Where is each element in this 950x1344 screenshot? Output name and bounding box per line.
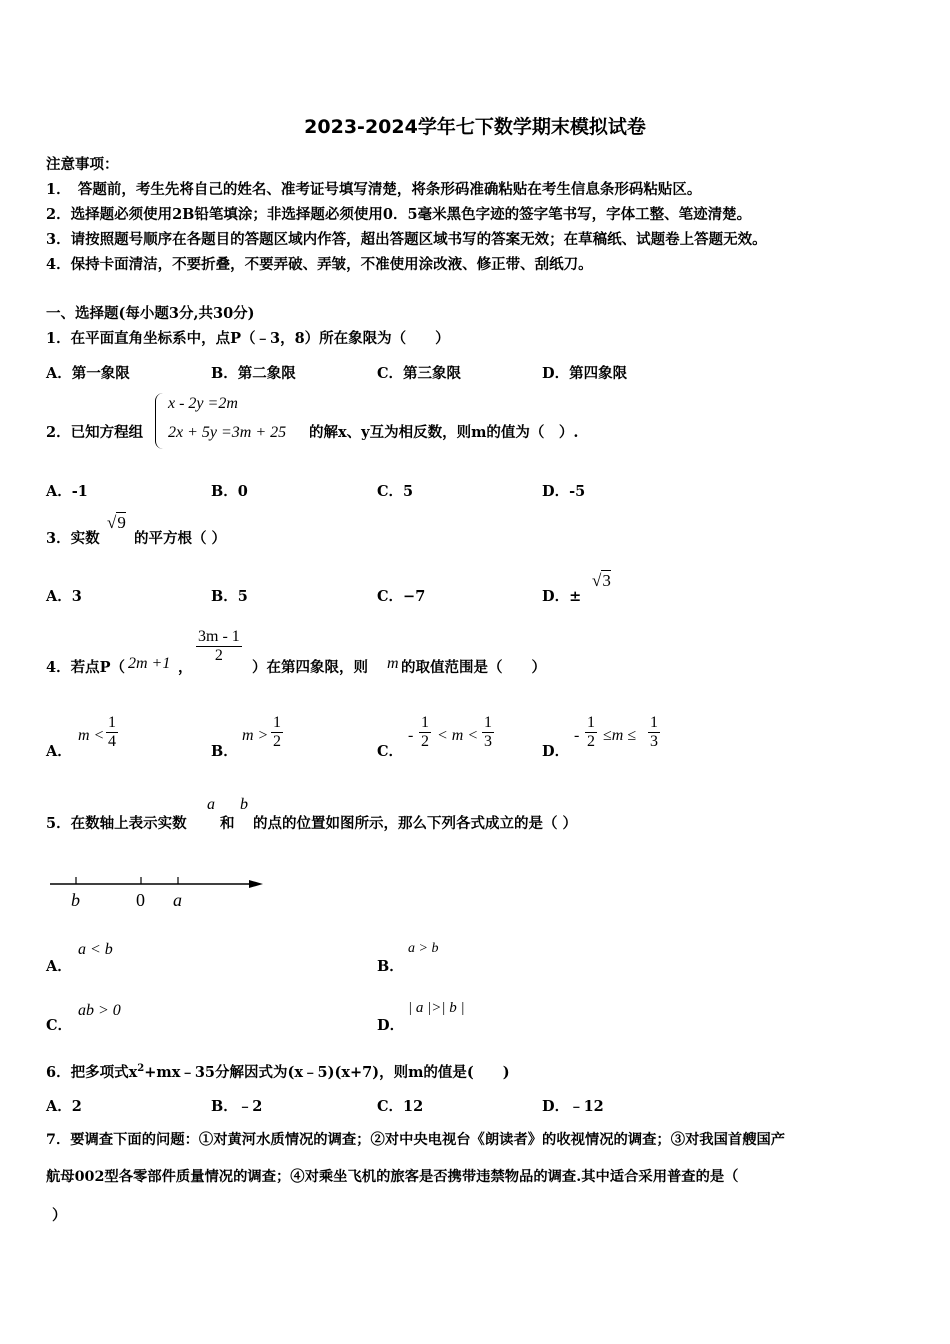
q5-option-c: ab > 0 <box>78 1002 121 1019</box>
note-item: 3．请按照题号顺序在各题目的答题区域内作答，超出答题区域书写的答案无效；在草稿纸、试题卷上答题无效。 <box>46 231 767 248</box>
var-a: a <box>207 796 215 813</box>
numerator: 1 <box>587 714 595 731</box>
q4-label-d: D． <box>542 743 570 760</box>
coord-x: 2m +1 <box>128 655 171 672</box>
question-6-stem <box>46 1061 510 1082</box>
denominator: 2 <box>587 733 595 750</box>
number-line <box>45 868 275 918</box>
q5-label-a: A． <box>46 958 72 975</box>
q3-option-c: C．−7 <box>377 588 426 605</box>
var-m: m <box>387 655 399 672</box>
note-item: 1． 答题前，考生先将自己的姓名、准考证号填写清楚，将条形码准确粘贴在考生信息条形码粘贴区。 <box>46 181 702 198</box>
q3-option-b: B．5 <box>211 588 248 605</box>
question-5-prefix: 5．在数轴上表示实数 <box>46 815 187 832</box>
numerator: 3m - 1 <box>198 628 240 645</box>
radicand: 3 <box>602 571 611 590</box>
label-0: 0 <box>136 890 145 910</box>
q6-option-a: A．2 <box>46 1098 82 1115</box>
q4-d-fraction-1 <box>585 714 597 751</box>
sqrt-9: √9 <box>107 513 126 532</box>
question-4-prefix: 4．若点P（ <box>46 659 125 676</box>
q5-option-d: | a |>| b | <box>408 1000 465 1016</box>
q1-option-a: A．第一象限 <box>46 365 130 382</box>
question-4-suffix: ）在第四象限，则 <box>252 659 368 676</box>
q5-option-b: a > b <box>408 941 439 956</box>
q6-option-d: D．﹣12 <box>542 1098 604 1115</box>
question-4-suffix2: 的取值范围是（ ） <box>401 659 546 676</box>
q1-option-b: B．第二象限 <box>211 365 296 382</box>
question-2-prefix: 2．已知方程组 <box>46 424 144 441</box>
q4-c-fraction-2 <box>482 714 494 751</box>
numerator: 1 <box>108 714 116 731</box>
q4-a-left: m < <box>78 727 105 744</box>
question-3-prefix: 3．实数 <box>46 530 100 547</box>
question-7-line-2: 航母002型各零部件质量情况的调查；④对乘坐飞机的旅客是否携带违禁物品的调查.其中适合采用普查的是（ <box>46 1169 739 1185</box>
notes-heading: 注意事项： <box>46 156 119 173</box>
numerator: 1 <box>421 714 429 731</box>
equation-system-brace <box>155 393 164 449</box>
q3-option-d: D．± <box>542 588 582 605</box>
denominator: 2 <box>196 646 242 665</box>
q5-label-b: B． <box>377 958 404 975</box>
q2-option-d: D．-5 <box>542 483 586 500</box>
q4-c-minus: - <box>408 727 414 744</box>
q5-label-d: D． <box>377 1017 405 1034</box>
question-5-and: 和 <box>220 815 235 832</box>
q4-label-c: C． <box>377 743 404 760</box>
exponent: 2 <box>137 1063 145 1075</box>
sqrt-3: √3 <box>592 571 611 590</box>
section-heading: 一、选择题(每小题3分,共30分) <box>46 305 255 322</box>
q4-b-fraction <box>271 714 283 751</box>
q4-d-mid: ≤m ≤ <box>603 727 637 744</box>
stem-pre: 6．把多项式x <box>46 1064 138 1081</box>
q1-option-d: D．第四象限 <box>542 365 628 382</box>
q3-option-a: A．3 <box>46 588 82 605</box>
question-3-suffix: 的平方根（ ） <box>134 530 227 547</box>
axis-arrow <box>249 880 263 888</box>
q6-option-c: C．12 <box>377 1098 424 1115</box>
label-a: a <box>173 890 182 910</box>
question-1-stem: 1．在平面直角坐标系中，点P（﹣3，8）所在象限为（ ） <box>46 330 450 347</box>
denominator: 2 <box>421 733 429 750</box>
label-b: b <box>71 890 80 910</box>
equation-2: 2x + 5y =3m + 25 <box>168 424 287 441</box>
question-7-line-3: ） <box>52 1207 67 1224</box>
q5-option-a: a < b <box>78 941 113 958</box>
denominator: 2 <box>273 733 281 750</box>
var-b: b <box>240 796 248 813</box>
q4-label-b: B． <box>211 743 238 760</box>
q4-c-fraction-1 <box>419 714 431 751</box>
radicand: 9 <box>117 513 126 532</box>
question-7-line-1: 7．要调查下面的问题：①对黄河水质情况的调查；②对中央电视台《朗读者》的收视情况的调查；③对我国首艘国产 <box>46 1132 786 1148</box>
numerator: 1 <box>650 714 658 731</box>
q4-d-fraction-2 <box>648 714 660 751</box>
coord-y-fraction <box>196 628 242 665</box>
q4-c-mid: < m < <box>437 727 479 744</box>
numerator: 1 <box>484 714 492 731</box>
equation-1: x - 2y =2m <box>168 395 238 412</box>
q5-label-c: C． <box>46 1017 73 1034</box>
denominator: 3 <box>650 733 658 750</box>
question-5-suffix: 的点的位置如图所示，那么下列各式成立的是（ ） <box>253 815 578 832</box>
stem-post: +mx﹣35分解因式为(x﹣5)(x+7)，则m的值是( ) <box>144 1064 510 1081</box>
q4-label-a: A． <box>46 743 72 760</box>
note-item: 4．保持卡面清洁，不要折叠，不要弄破、弄皱，不准使用涂改液、修正带、刮纸刀。 <box>46 256 593 273</box>
coord-sep: ， <box>178 659 193 676</box>
q2-option-a: A．-1 <box>46 483 88 500</box>
q4-d-minus: - <box>574 727 580 744</box>
denominator: 3 <box>484 733 492 750</box>
q4-b-left: m > <box>242 727 269 744</box>
q1-option-c: C．第三象限 <box>377 365 462 382</box>
q6-option-b: B．﹣2 <box>211 1098 263 1115</box>
denominator: 4 <box>108 733 116 750</box>
question-2-suffix: 的解x、y互为相反数，则m的值为（ ）. <box>309 424 579 441</box>
q4-a-fraction <box>106 714 118 751</box>
note-item: 2．选择题必须使用2B铅笔填涂；非选择题必须使用0．5毫米黑色字迹的签字笔书写，字体工整、笔迹清楚。 <box>46 206 752 223</box>
page-title: 2023-2024学年七下数学期末模拟试卷 <box>304 116 646 138</box>
q2-option-c: C．5 <box>377 483 414 500</box>
q2-option-b: B．0 <box>211 483 248 500</box>
numerator: 1 <box>273 714 281 731</box>
